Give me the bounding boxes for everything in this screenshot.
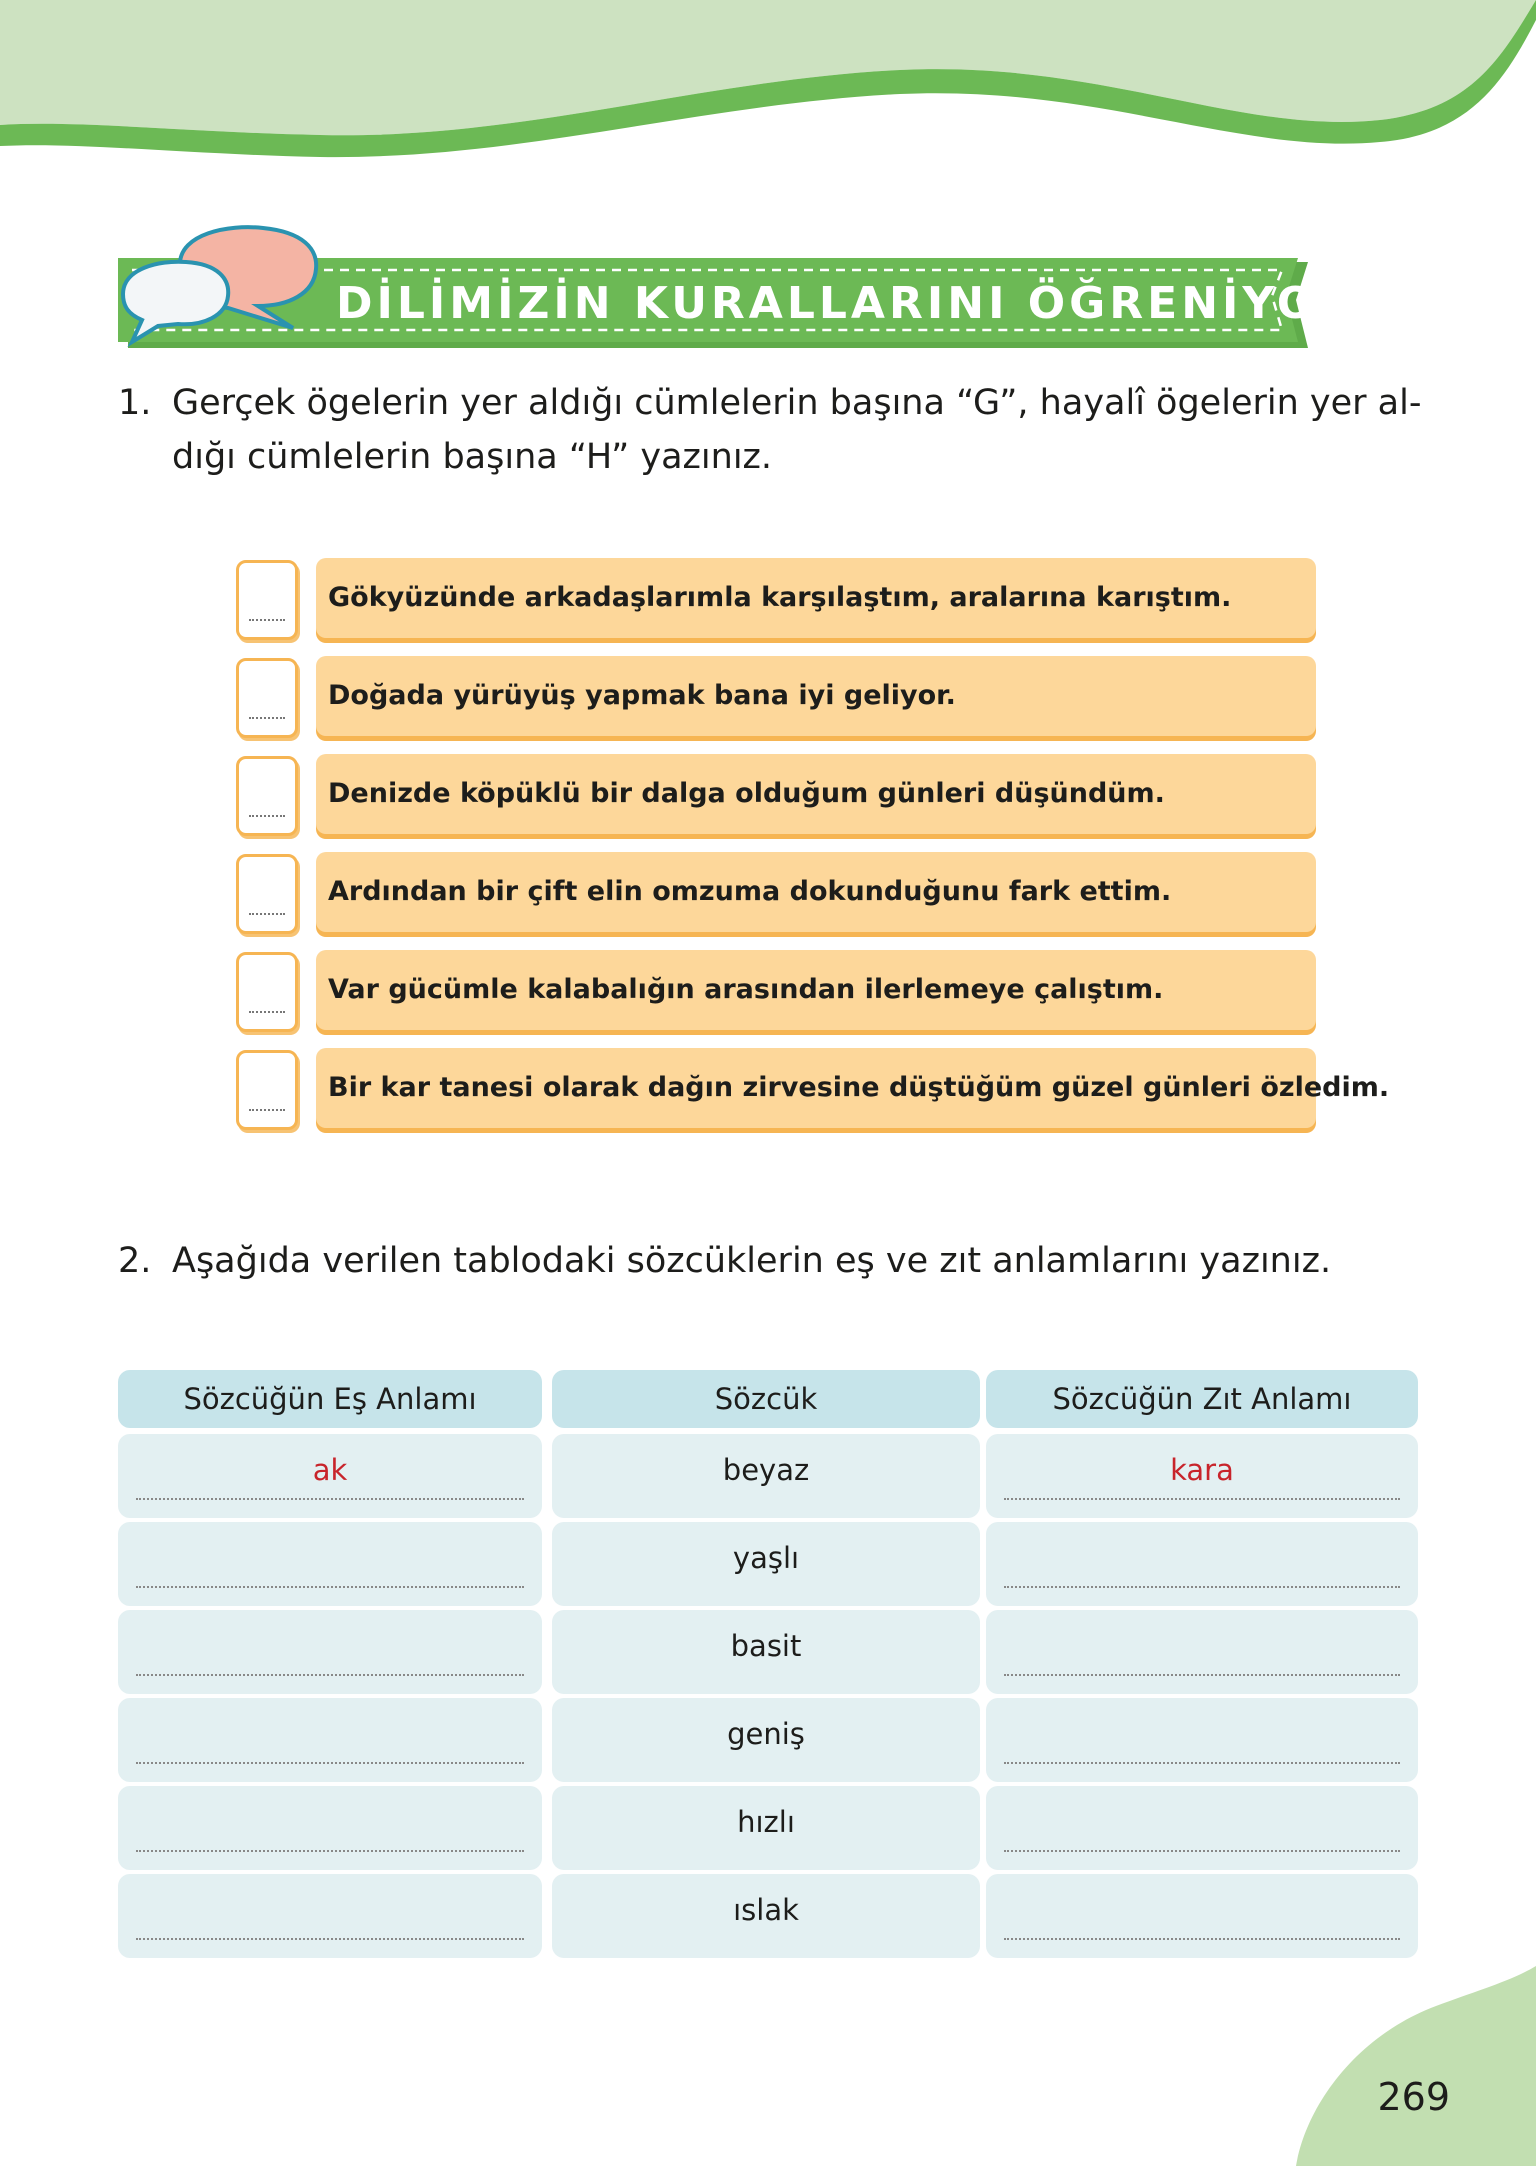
antonym-cell[interactable] xyxy=(986,1522,1418,1606)
section-title: DİLİMİZİN KURALLARINI ÖĞRENİYORUZ xyxy=(336,278,1432,329)
antonym-cell[interactable] xyxy=(986,1434,1418,1518)
antonym-cell[interactable] xyxy=(986,1874,1418,1958)
answer-dotted-line xyxy=(249,1011,285,1013)
sentence-strip: Denizde köpüklü bir dalga olduğum günleri düşündüm. xyxy=(316,754,1316,834)
top-wave-decoration xyxy=(0,0,1536,160)
question-1-text: Gerçek ögelerin yer aldığı cümlelerin başına “G”, hayalî ögelerin yer al-dığı cümlelerin başına “H” yazınız. xyxy=(172,383,1422,477)
synonym-answer: ak xyxy=(312,1453,348,1487)
sentence-strip: Ardından bir çift elin omzuma dokunduğunu fark ettim. xyxy=(316,852,1316,932)
dotted-line xyxy=(136,1498,524,1500)
dotted-line xyxy=(136,1850,524,1852)
dotted-line xyxy=(136,1762,524,1764)
question-2-text: Aşağıda verilen tablodaki sözcüklerin eş ve zıt anlamlarını yazınız. xyxy=(172,1241,1332,1281)
sentence-row-2 xyxy=(236,656,1316,740)
word-text: hızlı xyxy=(737,1805,795,1839)
antonym-answer: kara xyxy=(1170,1453,1234,1487)
synonym-cell[interactable] xyxy=(118,1874,542,1958)
answer-box[interactable] xyxy=(236,658,298,738)
dotted-line xyxy=(136,1586,524,1588)
sentence-row-3 xyxy=(236,754,1316,838)
synonym-cell[interactable] xyxy=(118,1786,542,1870)
sentence-row-6 xyxy=(236,1048,1390,1132)
dotted-line xyxy=(1004,1938,1400,1940)
word-cell xyxy=(552,1522,980,1606)
header-antonym: Sözcüğün Zıt Anlamı xyxy=(986,1370,1418,1428)
answer-box[interactable] xyxy=(236,854,298,934)
sentence-strip: Doğada yürüyüş yapmak bana iyi geliyor. xyxy=(316,656,1316,736)
word-text: geniş xyxy=(727,1717,805,1751)
answer-box[interactable] xyxy=(236,756,298,836)
dotted-line xyxy=(1004,1498,1400,1500)
synonym-cell[interactable] xyxy=(118,1522,542,1606)
header-word: Sözcük xyxy=(552,1370,980,1428)
answer-box[interactable] xyxy=(236,952,298,1032)
sentence-row-1 xyxy=(236,558,1316,642)
antonym-cell[interactable] xyxy=(986,1610,1418,1694)
word-text: basit xyxy=(730,1629,802,1663)
dotted-line xyxy=(1004,1762,1400,1764)
sentence-strip: Var gücümle kalabalığın arasından ilerlemeye çalıştım. xyxy=(316,950,1316,1030)
page-number: 269 xyxy=(1377,2075,1450,2119)
dotted-line xyxy=(1004,1674,1400,1676)
answer-dotted-line xyxy=(249,717,285,719)
word-text: beyaz xyxy=(722,1453,810,1487)
sentence-row-5 xyxy=(236,950,1316,1034)
corner-decoration xyxy=(1296,1966,1536,2166)
question-1-number: 1. xyxy=(118,383,152,423)
dotted-line xyxy=(1004,1850,1400,1852)
word-text: ıslak xyxy=(733,1893,799,1927)
dotted-line xyxy=(136,1938,524,1940)
answer-dotted-line xyxy=(249,815,285,817)
dotted-line xyxy=(1004,1586,1400,1588)
answer-dotted-line xyxy=(249,619,285,621)
word-text: yaşlı xyxy=(732,1541,800,1575)
answer-box[interactable] xyxy=(236,560,298,640)
dotted-line xyxy=(136,1674,524,1676)
header-synonym: Sözcüğün Eş Anlamı xyxy=(118,1370,542,1428)
synonym-cell[interactable] xyxy=(118,1698,542,1782)
antonym-cell[interactable] xyxy=(986,1786,1418,1870)
synonym-cell[interactable] xyxy=(118,1434,542,1518)
sentence-strip: Gökyüzünde arkadaşlarımla karşılaştım, aralarına karıştım. xyxy=(316,558,1316,638)
word-cell xyxy=(552,1874,980,1958)
sentence-row-4 xyxy=(236,852,1316,936)
sentence-strip: Bir kar tanesi olarak dağın zirvesine düştüğüm güzel günleri özledim. xyxy=(316,1048,1316,1128)
answer-dotted-line xyxy=(249,1109,285,1111)
word-cell xyxy=(552,1698,980,1782)
answer-box[interactable] xyxy=(236,1050,298,1130)
word-cell xyxy=(552,1434,980,1518)
question-2-number: 2. xyxy=(118,1241,152,1281)
word-cell xyxy=(552,1610,980,1694)
word-cell xyxy=(552,1786,980,1870)
answer-dotted-line xyxy=(249,913,285,915)
antonym-cell[interactable] xyxy=(986,1698,1418,1782)
synonym-cell[interactable] xyxy=(118,1610,542,1694)
